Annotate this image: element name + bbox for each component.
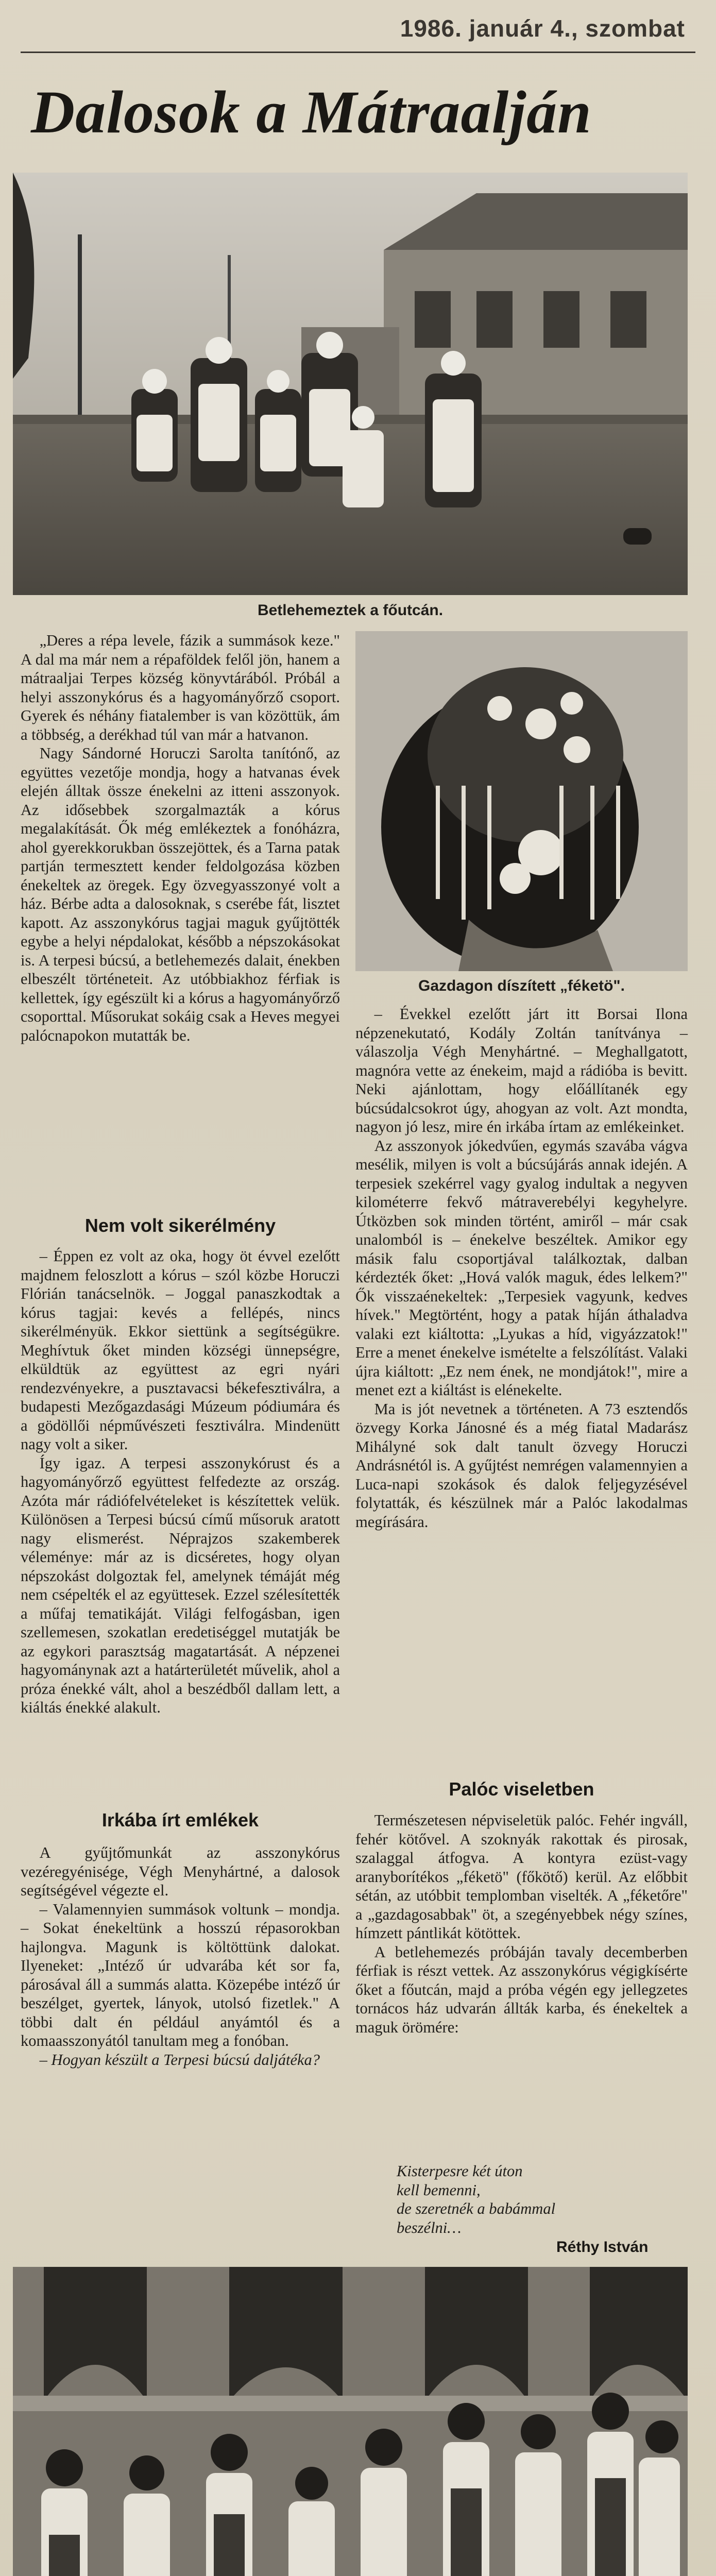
paragraph: Így igaz. A terpesi asszonykórust és a hagyományőrző együttest felfedezte az ország. Azóta már rádiófelvételeket is készítettek velük. Különösen a Terpesi búcsú című műsoruk aratott nagy elismerést. Néprajzos szakemberek véleménye: már az is dicséretes, hogy olyan népszokást dolgoztak fel, amelynek témáját még nem csépelték el az együttesek. Ezzel szélesítették a műfaj tematikáját. Világi felfogásban, igen szellemesen, szokatlan eredetiséggel mutatják be az egykori parasztság magatartását. A népzenei hagyománynak azt a határterületét művelik, ahol a próza énekké vált, ahol a beszédből dallam lett, a kiáltás énekké alakult.: [21, 1454, 340, 1716]
verse-line: kell bemenni,: [397, 2181, 481, 2199]
article-headline: Dalosok a Mátraalján: [31, 78, 592, 146]
headdress-illustration: [355, 631, 688, 971]
top-photo-caption: Betlehemeztek a főutcán.: [257, 602, 444, 619]
paragraph: Ma is jót nevetnek a történeten. A 73 esztendős özvegy Korka Jánosné és a még fiatal Madarász Mihályné sok dalt tanult özvegy Horuczi Andrásnétól is. A gyűjtést nemrégen valamennyien a Luca-napi szokások és dalok feljegyzésével folytatták, és készülnek már a Palóc lakodalmas megírására.: [355, 1400, 688, 1531]
street-scene-illustration: [13, 173, 688, 595]
verse-line: de szeretnék a babámmal: [397, 2200, 556, 2217]
paragraph: A betlehemezés próbáján tavaly decemberben férfiak is részt vettek. Az asszonykórus végigkísérte őket a főutcán, majd a próba végén egy jellegzetes tornácos ház udvarán állták karba, és énekeltek a maguk örömére:: [355, 1943, 688, 2036]
subheading-notebook-memories: Irkába írt emlékek: [101, 1809, 259, 1831]
paragraph: A gyűjtőmunkát az asszonykórus vezéregyénisége, Végh Menyhártné, a dalosok segítségével végezte el.: [21, 1844, 340, 1899]
verse-line: beszélni…: [397, 2218, 462, 2236]
paragraph: Természetesen népviseletük palóc. Fehér ingváll, fehér kötővel. A szoknyák rakottak és pirosak, szalaggal átfogva. A kontyra ezüst-vagy aranyborítékos „féketö" (főkötő) kerül. Az előbbit sétán, az utóbbit templomban viselték. A „féketőre" a „gazdagosabbak" öt, a szegényebbek négy színes, hímzett pántlikát kötöttek.: [355, 1811, 688, 1942]
paragraph: Nagy Sándorné Horuczi Sarolta tanítónő, az együttes vezetője mondja, hogy a hatvanas évek elején álltak össze énekelni az itteni asszonyok. Az idősebbek szorgalmazták a kórus megalakítását. Ők még emlékeztek a fonóházra, ahol gyerekkorukban összejöttek, és a Tarna patak partján termesztett kender feldolgozása közben énekeltek az öregek. Egy özvegyasszonyé volt a ház. Bérbe adta a dalosoknak, s cserébe fát, lisztet kapott. Az asszonykórus tagjai maguk gyűjtötték egybe a helyi népdalokat, később a népszokásokat is. A terpesi búcsú, a betlehemezés dalait, énekben elbeszélt történeteit. Az utóbbiakhoz férfiak is kellettek, így egészült ki a kórus a hagyományőrző csoporttal. Műsorukat sokáig csak a Heves megyei palócnapokon mutatták be.: [21, 744, 340, 1044]
issue-date: 1986. január 4., szombat: [400, 15, 685, 42]
paragraph: – Valamennyien summások voltunk – mondja. – Sokat énekeltünk a hosszú répasorokban hajlongva. Magunk is költöttünk dalokat. Ilyeneket: „Intéző úr udvarába két sor fa, párosával áll a summás alatta. Közepébe intéző úr beszélget, gyertek, lányok, utolsó fizetlek." A többi dalt én például anyámtól és a komaasszonyától tanultam meg a fonóban.: [21, 1900, 340, 2049]
top-rule: [21, 52, 695, 53]
paragraph: – Évekkel ezelőtt járt itt Borsai Ilona népzenekutató, Kodály Zoltán tanítványa – válaszolja Végh Menyhártné. – Meghallgatott, magnóra vette az énekeim, majd a rádióba is bevitt. Neki ajánlottam, hogy előállítanék egy búcsúdalcsokrot úgy, ahogyan az volt. Azt mondta, nagyon jó lesz, mire én irkába írtam az emlékeinket.: [355, 1005, 688, 1136]
column-left-end: [21, 1843, 340, 2069]
paragraph: – Éppen ez volt az oka, hogy öt évvel ezelőtt majdnem feloszlott a kórus – szól közbe Horuczi Flórián tanácselnök. – Joggal panaszkodtak a kórus tagjai: kevés a fellépés, nincs sikerélményük. Ekkor siettünk a segítségükre. Meghívtuk őket minden községi ünnepségre, elküldtük az együttest az egri nyári rendezvényekre, a pusztavacsi békefesztiválra, a budapesti Mezőgazdasági Múzeum pódiumára és a gödöllői népművészeti fesztiválra. Mindenütt nagy volt a siker.: [21, 1247, 340, 1453]
choir-illustration: [13, 2267, 688, 2576]
column-left-mid: [21, 1247, 340, 1717]
subheading-no-success: Nem volt sikerélmény: [84, 1215, 276, 1236]
column-right-top: [355, 1005, 688, 1531]
choir-courtyard-photo: [13, 2267, 688, 2576]
paragraph: „Deres a répa levele, fázik a summások keze." A dal ma már nem a répaföldek felől jön, hanem a mátraaljai Terpes község könyvtárából. Próbál a helyi asszonykórus és a hagyományőrző csoport. Gyerek és néhány fiatalember is van közöttük, ám a többség, a derékhad túl van már a hatvanon.: [21, 632, 340, 743]
paragraph: – Hogyan készült a Terpesi búcsú daljátéka?: [39, 2050, 320, 2069]
author-signature: Réthy István: [556, 2239, 649, 2256]
subheading-paloc-costume: Palóc viseletben: [449, 1778, 594, 1800]
paragraph: Az asszonyok jókedvűen, egymás szavába vágva mesélik, milyen is volt a búcsújárás annak idején. A terpesiek szekérrel vagy gyalog indultak a negyven kilométerre fekvő mátraverebélyi kegyhelyre. Útközben sok minden történt, amiről – már csak unalomból is – énekelve beszéltek. Amikor egy másik falu csoportjával találkoztak, dalban kérdezték őket: „Hová valók maguk, édes lelkem?" Ők visszaénekeltek: „Terpesiek vagyunk, kedves hívek." Megtörtént, hogy a patak híján áthaladva valaki ezt kiáltotta: „Lyukas a híd, vigyázzatok!" Erre a menet énekelve ismételte a felszólítást. Valaki újra kiáltott: „Ez nem ének, ne mondjátok!", mire a menet ezt a kiáltást is elénekelte.: [355, 1137, 688, 1399]
headdress-caption: Gazdagon díszített „féketö".: [418, 977, 625, 994]
nativity-procession-photo: [13, 173, 688, 595]
column-left-intro: [21, 631, 340, 1045]
song-verse: [397, 2162, 664, 2237]
verse-line: Kisterpesre két úton: [397, 2162, 523, 2180]
headdress-photo: [355, 631, 688, 971]
column-right-end: [355, 1811, 688, 2037]
